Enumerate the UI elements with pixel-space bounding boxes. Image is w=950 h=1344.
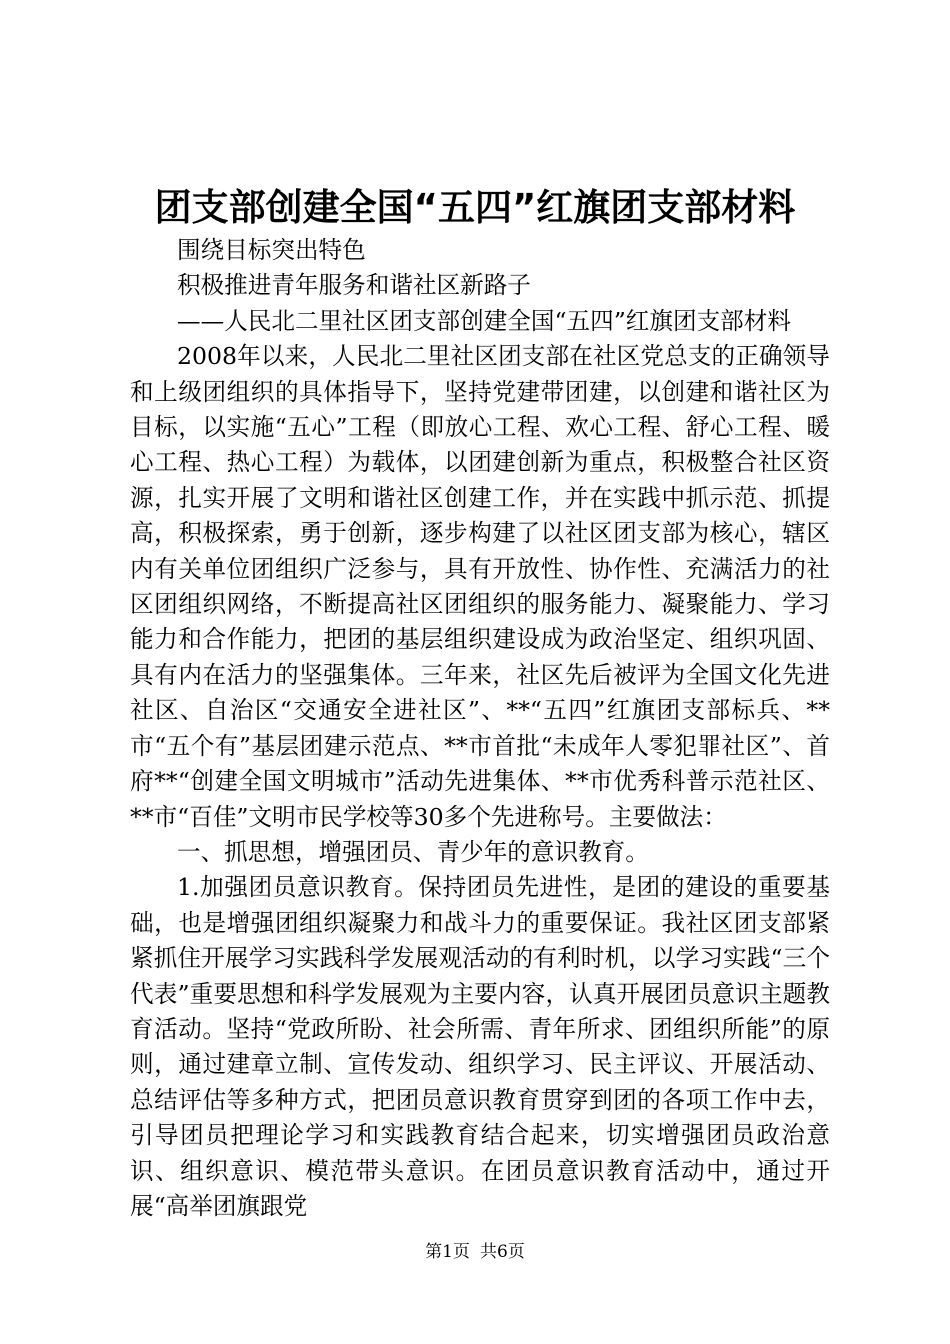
subtitle-line-1: 围绕目标突出特色 [177, 236, 366, 264]
section-heading-1: 一、抓思想，增强团员、青少年的意识教育。 [177, 837, 649, 866]
subtitle-line-3: ——人民北二里社区团支部创建全国“五四”红旗团支部材料 [177, 306, 791, 335]
page-total: 共6页 [480, 1242, 525, 1262]
page-footer [0, 1240, 950, 1264]
body-paragraph-1-1: 1.加强团员意识教育。保持团员先进性，是团的建设的重要基础，也是增强团组织凝聚力和战斗力的重要保证。我社区团支部紧紧抓住开展学习实践科学发展观活动的有利时机，以学习实践“三个代表”重要思想和科学发展观为主要内容，认真开展团员意识主题教育活动。坚持“党政所盼、社会所需、青年所求、团组织所能”的原则，通过建章立制、宣传发动、组织学习、民主评议、开展活动、总结评估等多种方式，把团员意识教育贯穿到团的各项工作中去，引导团员把理论学习和实践教育结合起来，切实增强团员政治意识、组织意识、模范带头意识。在团员意识教育活动中，通过开展“高举团旗跟党 [130, 873, 830, 1220]
body-paragraph-intro: 2008年以来，人民北二里社区团支部在社区党总支的正确领导和上级团组织的具体指导下，坚持党建带团建，以创建和谐社区为目标，以实施“五心”工程（即放心工程、欢心工程、舒心工程、暖心工程、热心工程）为载体，以团建创新为重点，积极整合社区资源，扎实开展了文明和谐社区创建工作，并在实践中抓示范、抓提高，积极探索，勇于创新，逐步构建了以社区团支部为核心，辖区内有关单位团组织广泛参与，具有开放性、协作性、充满活力的社区团组织网络，不断提高社区团组织的服务能力、凝聚能力、学习能力和合作能力，把团的基层组织建设成为政治坚定、组织巩固、具有内在活力的坚强集体。三年来，社区先后被评为全国文化先进社区、自治区“交通安全进社区”、**“五四”红旗团支部标兵、**市“五个有”基层团建示范点、**市首批“未成年人零犯罪社区”、首府**“创建全国文明城市”活动先进集体、**市优秀科普示范社区、**市“百佳”文明市民学校等30多个先进称号。主要做法： [130, 342, 830, 831]
subtitle-line-2: 积极推进青年服务和谐社区新路子 [177, 271, 531, 300]
page-number: 第1页 [425, 1242, 470, 1262]
document-title: 团支部创建全国“五四”红旗团支部材料 [154, 186, 796, 229]
document-body [130, 233, 830, 1224]
